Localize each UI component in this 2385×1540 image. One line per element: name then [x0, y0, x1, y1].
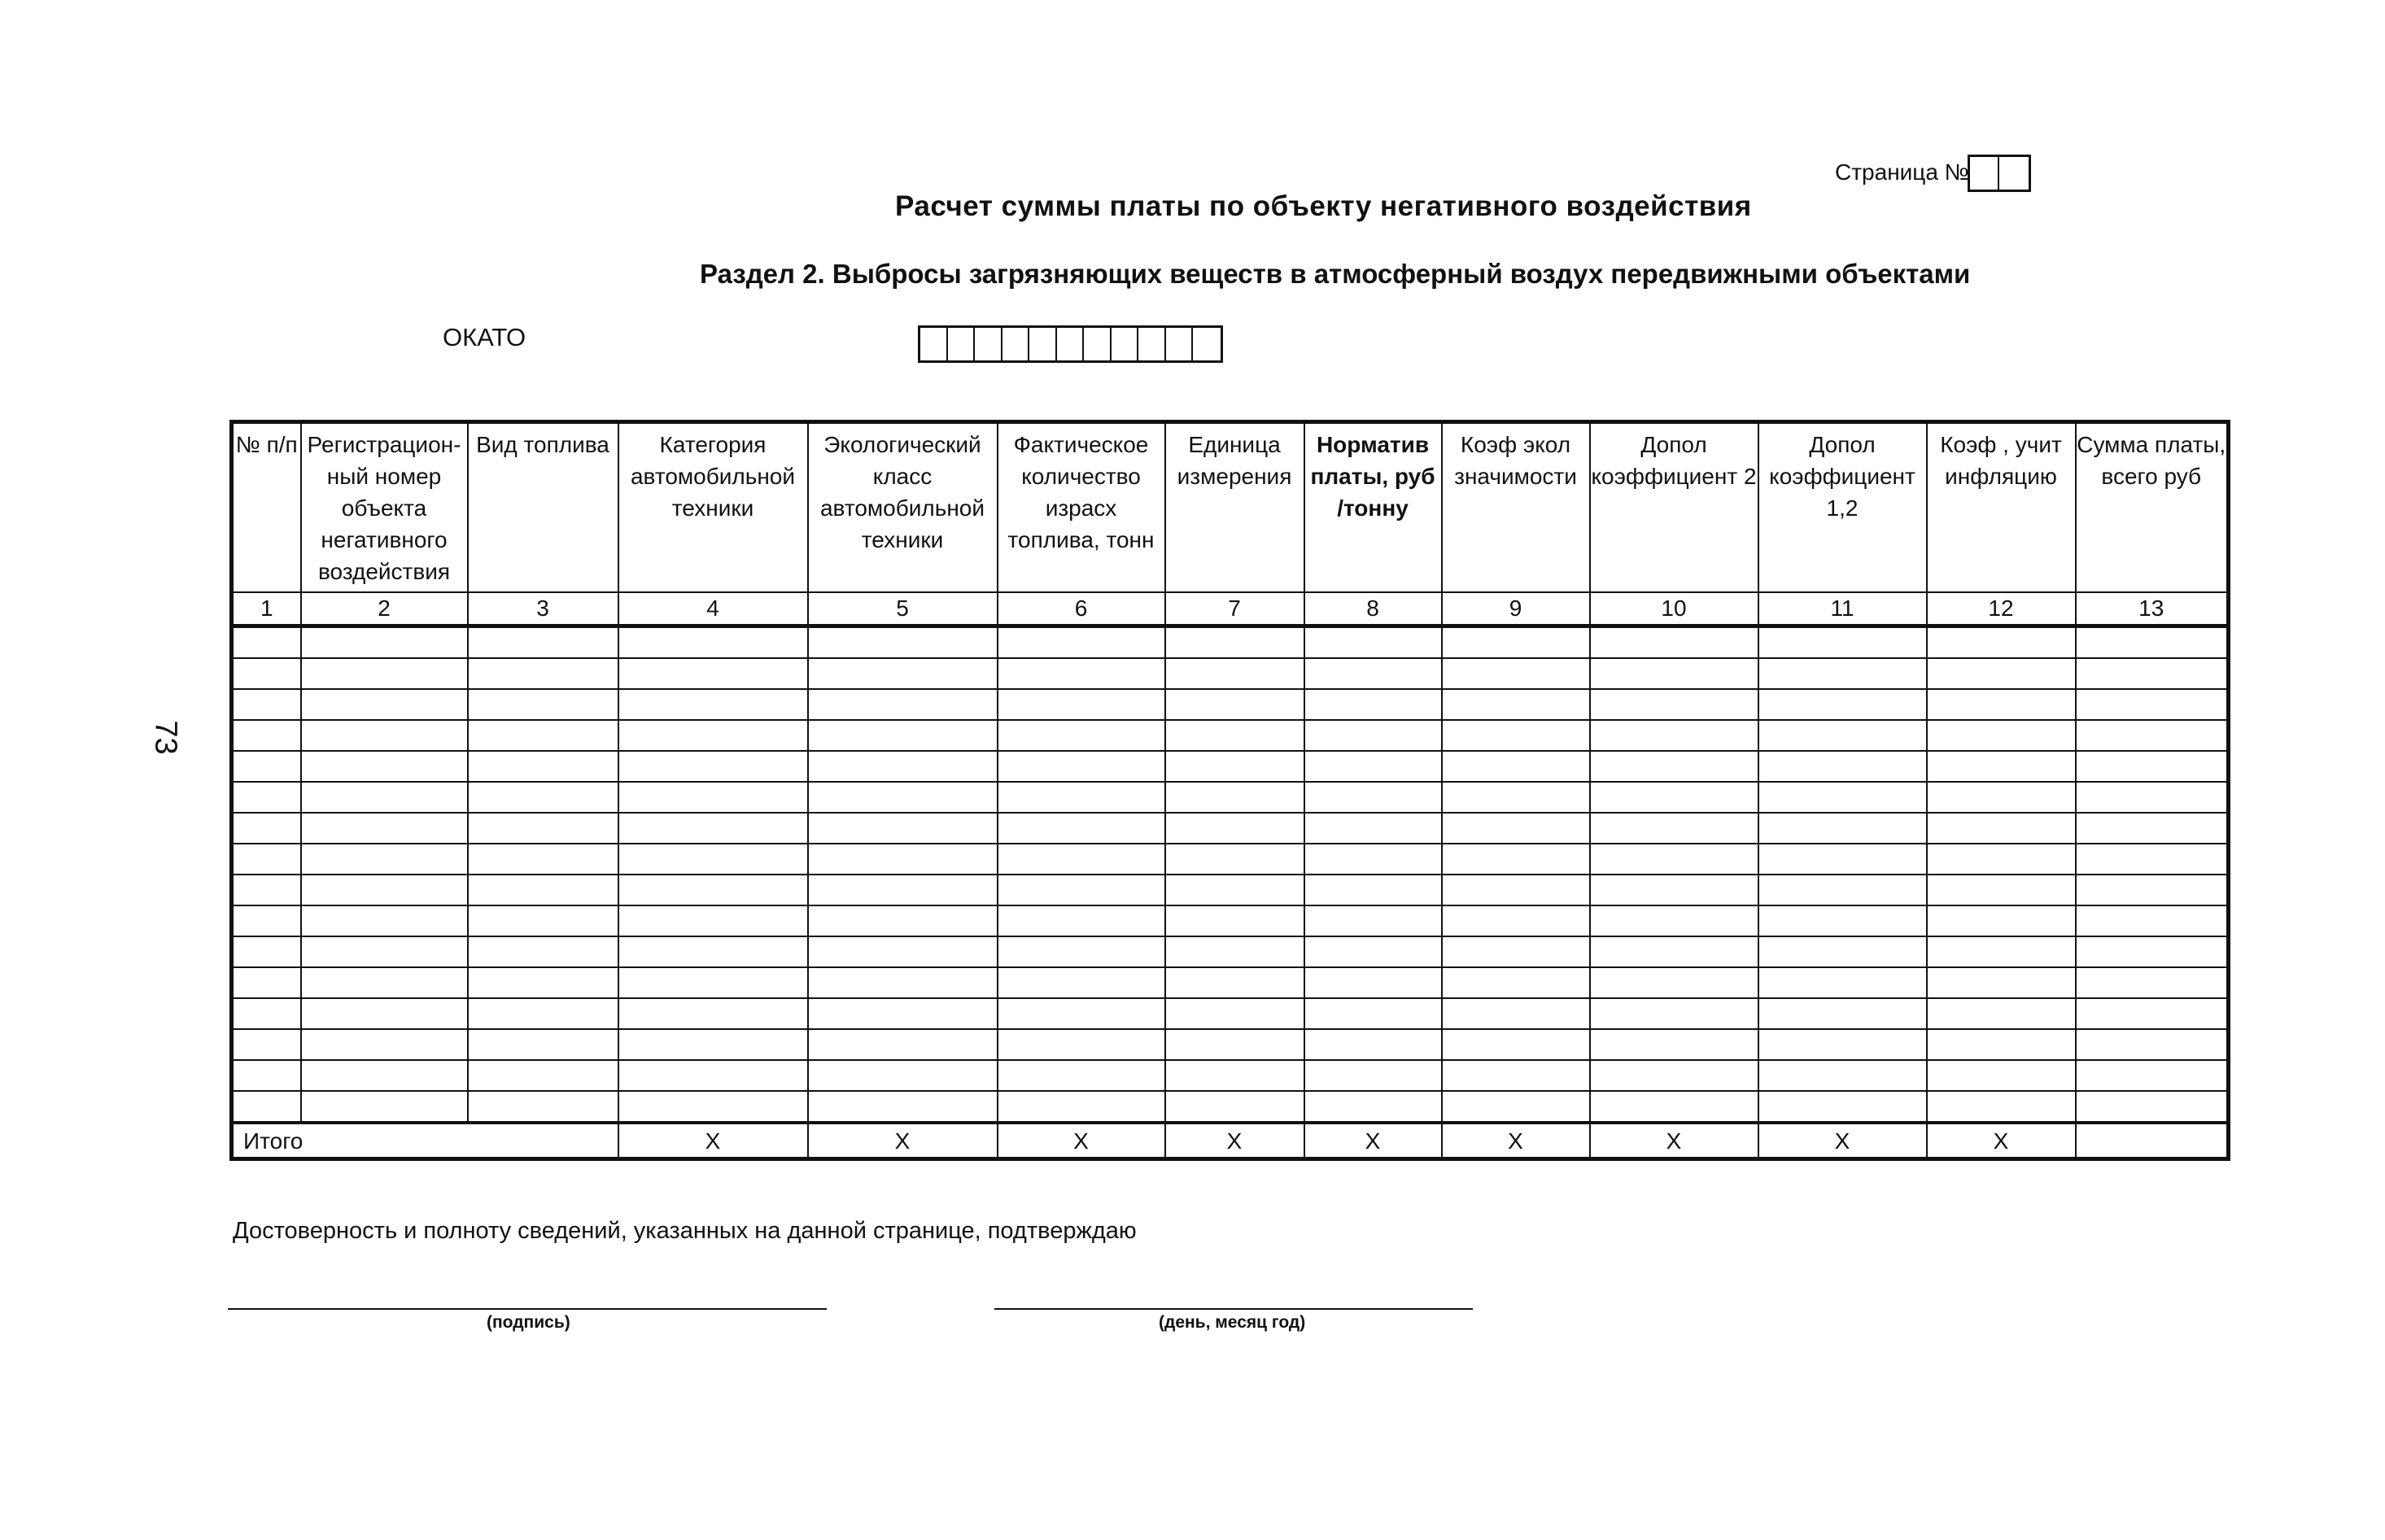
table-cell[interactable]	[1304, 875, 1442, 905]
table-cell[interactable]	[232, 875, 301, 905]
table-cell[interactable]	[1165, 1060, 1304, 1091]
total-x-mark: X	[1927, 1123, 2076, 1159]
table-cell[interactable]	[2076, 1029, 2229, 1060]
total-x-mark: X	[1442, 1123, 1590, 1159]
table-cell[interactable]	[1165, 1091, 1304, 1123]
table-cell[interactable]	[618, 1091, 808, 1123]
table-cell[interactable]	[2076, 1091, 2229, 1123]
table-cell[interactable]	[468, 998, 618, 1029]
table-cell[interactable]	[1927, 905, 2076, 936]
side-page-number: 73	[148, 720, 183, 755]
table-cell[interactable]	[1927, 998, 2076, 1029]
table-cell[interactable]	[1590, 626, 1758, 659]
column-header-13: Сумма платы, всего руб	[2076, 422, 2229, 593]
table-cell[interactable]	[998, 813, 1165, 844]
total-x-mark: X	[808, 1123, 998, 1159]
table-row	[232, 720, 2229, 751]
table-cell[interactable]	[1165, 875, 1304, 905]
table-cell[interactable]	[1927, 689, 2076, 720]
table-cell[interactable]	[1927, 813, 2076, 844]
table-row	[232, 905, 2229, 936]
table-cell[interactable]	[468, 658, 618, 689]
total-x-mark: X	[998, 1123, 1165, 1159]
table-row	[232, 626, 2229, 659]
table-cell[interactable]	[1165, 1029, 1304, 1060]
table-cell[interactable]	[301, 720, 468, 751]
table-cell[interactable]	[301, 626, 468, 659]
table-cell[interactable]	[1304, 967, 1442, 998]
table-cell[interactable]	[1758, 936, 1927, 967]
total-label: Итого	[232, 1123, 618, 1159]
total-x-mark: X	[1758, 1123, 1927, 1159]
signature-line[interactable]	[228, 1308, 827, 1310]
table-cell[interactable]	[301, 658, 468, 689]
table-row	[232, 998, 2229, 1029]
table-cell[interactable]	[618, 875, 808, 905]
table-cell[interactable]	[1304, 905, 1442, 936]
table-cell[interactable]	[998, 689, 1165, 720]
table-cell[interactable]	[1927, 658, 2076, 689]
table-cell[interactable]	[1304, 813, 1442, 844]
section-subtitle: Раздел 2. Выбросы загрязняющих веществ в атмосферный воздух передвижными объектами	[700, 259, 1971, 289]
table-cell[interactable]	[301, 998, 468, 1029]
table-cell[interactable]	[1304, 720, 1442, 751]
table-cell[interactable]	[301, 875, 468, 905]
table-cell[interactable]	[2076, 751, 2229, 782]
column-number-4: 4	[618, 592, 808, 626]
page-number-label: Страница №	[1835, 159, 1969, 185]
column-header-5: Экологический класс автомобильной техники	[808, 422, 998, 593]
table-cell[interactable]	[1758, 689, 1927, 720]
table-cell[interactable]	[1442, 1029, 1590, 1060]
table-cell[interactable]	[1442, 626, 1590, 659]
table-cell[interactable]	[618, 626, 808, 659]
table-cell[interactable]	[1590, 720, 1758, 751]
table-cell[interactable]	[618, 658, 808, 689]
table-cell[interactable]	[618, 813, 808, 844]
table-cell[interactable]	[1304, 1060, 1442, 1091]
column-header-10: Допол коэффициент 2	[1590, 422, 1758, 593]
table-cell[interactable]	[1442, 1060, 1590, 1091]
table-cell[interactable]	[468, 626, 618, 659]
table-cell[interactable]	[301, 751, 468, 782]
table-cell[interactable]	[2076, 658, 2229, 689]
table-cell[interactable]	[1165, 967, 1304, 998]
table-cell[interactable]	[998, 720, 1165, 751]
table-cell[interactable]	[301, 1060, 468, 1091]
table-cell[interactable]	[1304, 626, 1442, 659]
table-cell[interactable]	[1758, 967, 1927, 998]
table-cell[interactable]	[1442, 967, 1590, 998]
table-row	[232, 1029, 2229, 1060]
table-cell[interactable]	[1304, 1091, 1442, 1123]
table-cell[interactable]	[1927, 1029, 2076, 1060]
table-cell[interactable]	[618, 998, 808, 1029]
table-row	[232, 689, 2229, 720]
table-cell[interactable]	[1304, 751, 1442, 782]
table-cell[interactable]	[808, 626, 998, 659]
table-row	[232, 658, 2229, 689]
table-cell[interactable]	[468, 813, 618, 844]
table-cell[interactable]	[468, 689, 618, 720]
table-cell[interactable]	[232, 1029, 301, 1060]
table-cell[interactable]	[301, 813, 468, 844]
table-row	[232, 813, 2229, 844]
table-cell[interactable]	[1927, 720, 2076, 751]
table-cell[interactable]	[998, 658, 1165, 689]
table-cell[interactable]	[618, 751, 808, 782]
column-header-2: Регистрацион-ный номер объекта негативного воздействия	[301, 422, 468, 593]
table-cell[interactable]	[1758, 813, 1927, 844]
table-cell[interactable]	[232, 1060, 301, 1091]
table-cell[interactable]	[1590, 875, 1758, 905]
table-cell[interactable]	[2076, 998, 2229, 1029]
table-cell[interactable]	[2076, 720, 2229, 751]
table-row	[232, 782, 2229, 813]
table-cell[interactable]	[301, 844, 468, 875]
table-cell[interactable]	[1590, 998, 1758, 1029]
table-cell[interactable]	[618, 936, 808, 967]
table-cell[interactable]	[1442, 998, 1590, 1029]
table-cell[interactable]	[1758, 626, 1927, 659]
confirmation-statement: Достоверность и полноту сведений, указанных на данной странице, подтверждаю	[233, 1218, 1137, 1244]
table-cell[interactable]	[301, 936, 468, 967]
table-cell[interactable]	[1304, 658, 1442, 689]
table-cell[interactable]	[808, 689, 998, 720]
table-cell[interactable]	[618, 720, 808, 751]
table-cell[interactable]	[2076, 1060, 2229, 1091]
table-header-row	[232, 422, 2229, 593]
table-cell[interactable]	[468, 844, 618, 875]
table-cell[interactable]	[1927, 1091, 2076, 1123]
column-number-12: 12	[1927, 592, 2076, 626]
page-number-boxes[interactable]	[1968, 155, 2031, 192]
table-cell[interactable]	[1165, 936, 1304, 967]
table-cell[interactable]	[468, 1029, 618, 1060]
table-cell[interactable]	[1590, 1029, 1758, 1060]
column-number-row	[232, 592, 2229, 626]
table-cell[interactable]	[808, 720, 998, 751]
table-cell[interactable]	[1165, 689, 1304, 720]
table-cell[interactable]	[1590, 967, 1758, 998]
total-x-mark: X	[1590, 1123, 1758, 1159]
table-cell[interactable]	[618, 905, 808, 936]
table-cell[interactable]	[808, 936, 998, 967]
table-cell[interactable]	[232, 626, 301, 659]
table-cell[interactable]	[1590, 1060, 1758, 1091]
table-row	[232, 967, 2229, 998]
table-cell[interactable]	[1590, 751, 1758, 782]
table-cell[interactable]	[1927, 782, 2076, 813]
table-cell[interactable]	[1442, 782, 1590, 813]
table-cell[interactable]	[1927, 875, 2076, 905]
table-cell[interactable]	[998, 1060, 1165, 1091]
table-cell[interactable]	[301, 905, 468, 936]
table-cell[interactable]	[232, 689, 301, 720]
table-cell[interactable]	[998, 967, 1165, 998]
table-cell[interactable]	[998, 998, 1165, 1029]
table-cell[interactable]	[808, 813, 998, 844]
table-cell[interactable]	[1442, 905, 1590, 936]
table-cell[interactable]	[1927, 844, 2076, 875]
table-cell[interactable]	[998, 751, 1165, 782]
table-cell[interactable]	[998, 1029, 1165, 1060]
column-header-3: Вид топлива	[468, 422, 618, 593]
table-cell[interactable]	[1758, 998, 1927, 1029]
table-row	[232, 875, 2229, 905]
column-header-9: Коэф экол значимости	[1442, 422, 1590, 593]
table-cell[interactable]	[468, 751, 618, 782]
total-x-mark: X	[1304, 1123, 1442, 1159]
table-cell[interactable]	[1442, 1091, 1590, 1123]
column-header-8: Норматив платы, руб /тонну	[1304, 422, 1442, 593]
column-number-6: 6	[998, 592, 1165, 626]
table-cell[interactable]	[808, 1029, 998, 1060]
table-cell[interactable]	[232, 998, 301, 1029]
table-cell[interactable]	[1758, 1029, 1927, 1060]
table-cell[interactable]	[1590, 844, 1758, 875]
table-cell[interactable]	[301, 1029, 468, 1060]
table-cell[interactable]	[998, 1091, 1165, 1123]
table-cell[interactable]	[1442, 875, 1590, 905]
column-header-6: Фактическое количество израсх топлива, тонн	[998, 422, 1165, 593]
table-cell[interactable]	[1442, 658, 1590, 689]
column-header-7: Единица измерения	[1165, 422, 1304, 593]
table-cell[interactable]	[1165, 658, 1304, 689]
table-cell[interactable]	[1165, 782, 1304, 813]
table-cell[interactable]	[808, 844, 998, 875]
table-cell[interactable]	[1758, 658, 1927, 689]
table-cell[interactable]	[1758, 782, 1927, 813]
table-cell[interactable]	[618, 844, 808, 875]
column-number-11: 11	[1758, 592, 1927, 626]
table-cell[interactable]	[1442, 689, 1590, 720]
okato-input-boxes[interactable]	[918, 325, 1223, 363]
table-cell[interactable]	[998, 905, 1165, 936]
table-cell[interactable]	[232, 751, 301, 782]
table-cell[interactable]	[618, 1029, 808, 1060]
column-number-8: 8	[1304, 592, 1442, 626]
table-row	[232, 1060, 2229, 1091]
table-cell[interactable]	[1590, 658, 1758, 689]
table-cell[interactable]	[998, 782, 1165, 813]
table-cell[interactable]	[1304, 1029, 1442, 1060]
table-cell[interactable]	[232, 782, 301, 813]
column-header-12: Коэф , учит инфляцию	[1927, 422, 2076, 593]
table-cell[interactable]	[468, 967, 618, 998]
table-cell[interactable]	[1442, 720, 1590, 751]
table-cell[interactable]	[1304, 998, 1442, 1029]
okato-label: ОКАТО	[443, 323, 526, 351]
table-cell[interactable]	[998, 844, 1165, 875]
table-cell[interactable]	[808, 751, 998, 782]
column-header-1: № п/п	[232, 422, 301, 593]
table-cell[interactable]	[1927, 1060, 2076, 1091]
table-cell[interactable]	[468, 936, 618, 967]
table-cell[interactable]	[1165, 998, 1304, 1029]
table-cell[interactable]	[301, 967, 468, 998]
table-cell[interactable]	[1165, 751, 1304, 782]
table-cell[interactable]	[2076, 689, 2229, 720]
table-cell[interactable]	[2076, 967, 2229, 998]
table-cell[interactable]	[1304, 844, 1442, 875]
table-cell[interactable]	[1758, 751, 1927, 782]
table-cell[interactable]	[808, 905, 998, 936]
payment-calculation-table	[229, 420, 2230, 1161]
table-cell[interactable]	[1758, 1060, 1927, 1091]
table-cell[interactable]	[1758, 844, 1927, 875]
table-cell[interactable]	[1165, 844, 1304, 875]
signature-caption: (подпись)	[487, 1313, 570, 1332]
table-cell[interactable]	[1758, 720, 1927, 751]
column-number-3: 3	[468, 592, 618, 626]
table-cell[interactable]	[1304, 936, 1442, 967]
table-cell[interactable]	[1165, 813, 1304, 844]
table-row	[232, 751, 2229, 782]
table-cell[interactable]	[301, 1091, 468, 1123]
table-row	[232, 844, 2229, 875]
table-cell[interactable]	[1758, 905, 1927, 936]
table-cell[interactable]	[232, 813, 301, 844]
column-header-11: Допол коэффициент 1,2	[1758, 422, 1927, 593]
table-cell[interactable]	[808, 1091, 998, 1123]
table-cell[interactable]	[2076, 626, 2229, 659]
total-row	[232, 1123, 2229, 1159]
table-cell[interactable]	[2076, 936, 2229, 967]
column-number-7: 7	[1165, 592, 1304, 626]
table-cell[interactable]	[1442, 844, 1590, 875]
table-cell[interactable]	[232, 967, 301, 998]
table-cell[interactable]	[468, 1091, 618, 1123]
table-cell[interactable]	[1165, 905, 1304, 936]
table-cell[interactable]	[232, 720, 301, 751]
date-line[interactable]	[994, 1308, 1473, 1310]
table-cell[interactable]	[301, 782, 468, 813]
table-cell[interactable]	[2076, 782, 2229, 813]
table-cell[interactable]	[618, 967, 808, 998]
total-x-mark: X	[1165, 1123, 1304, 1159]
table-cell[interactable]	[2076, 875, 2229, 905]
table-cell[interactable]	[808, 658, 998, 689]
total-x-mark: X	[618, 1123, 808, 1159]
table-cell[interactable]	[1165, 720, 1304, 751]
table-cell[interactable]	[2076, 813, 2229, 844]
table-cell[interactable]	[618, 689, 808, 720]
table-cell[interactable]	[232, 658, 301, 689]
table-cell[interactable]	[808, 875, 998, 905]
table-cell[interactable]	[808, 1060, 998, 1091]
table-cell[interactable]	[1442, 751, 1590, 782]
table-cell[interactable]	[998, 626, 1165, 659]
table-cell[interactable]	[468, 1060, 618, 1091]
column-number-9: 9	[1442, 592, 1590, 626]
table-cell[interactable]	[1590, 689, 1758, 720]
table-cell[interactable]	[468, 782, 618, 813]
table-cell[interactable]	[618, 782, 808, 813]
table-cell[interactable]	[232, 1091, 301, 1123]
table-cell[interactable]	[1590, 782, 1758, 813]
column-number-1: 1	[232, 592, 301, 626]
table-cell[interactable]	[1927, 967, 2076, 998]
total-sum-cell[interactable]	[2076, 1123, 2229, 1159]
column-number-10: 10	[1590, 592, 1758, 626]
table-cell[interactable]	[2076, 844, 2229, 875]
table-cell[interactable]	[998, 875, 1165, 905]
table-cell[interactable]	[1758, 1091, 1927, 1123]
table-cell[interactable]	[618, 1060, 808, 1091]
table-cell[interactable]	[468, 905, 618, 936]
column-number-5: 5	[808, 592, 998, 626]
table-cell[interactable]	[232, 844, 301, 875]
table-cell[interactable]	[1442, 813, 1590, 844]
table-cell[interactable]	[1927, 936, 2076, 967]
document-title: Расчет суммы платы по объекту негативного воздействия	[895, 190, 1752, 222]
table-cell[interactable]	[1165, 626, 1304, 659]
table-cell[interactable]	[808, 967, 998, 998]
table-cell[interactable]	[1758, 875, 1927, 905]
table-cell[interactable]	[1590, 905, 1758, 936]
table-cell[interactable]	[468, 720, 618, 751]
table-cell[interactable]	[808, 782, 998, 813]
table-cell[interactable]	[1590, 936, 1758, 967]
table-cell[interactable]	[1927, 751, 2076, 782]
table-cell[interactable]	[808, 998, 998, 1029]
table-cell[interactable]	[2076, 905, 2229, 936]
table-cell[interactable]	[232, 905, 301, 936]
table-row	[232, 1091, 2229, 1123]
table-cell[interactable]	[1442, 936, 1590, 967]
table-cell[interactable]	[1927, 626, 2076, 659]
date-caption: (день, месяц год)	[1159, 1313, 1306, 1332]
table-cell[interactable]	[1590, 1091, 1758, 1123]
column-header-4: Категория автомобильной техники	[618, 422, 808, 593]
table-cell[interactable]	[1304, 782, 1442, 813]
table-cell[interactable]	[1590, 813, 1758, 844]
column-number-2: 2	[301, 592, 468, 626]
table-row	[232, 936, 2229, 967]
table-cell[interactable]	[998, 936, 1165, 967]
column-number-13: 13	[2076, 592, 2229, 626]
table-cell[interactable]	[468, 875, 618, 905]
table-cell[interactable]	[232, 936, 301, 967]
table-cell[interactable]	[301, 689, 468, 720]
table-cell[interactable]	[1304, 689, 1442, 720]
